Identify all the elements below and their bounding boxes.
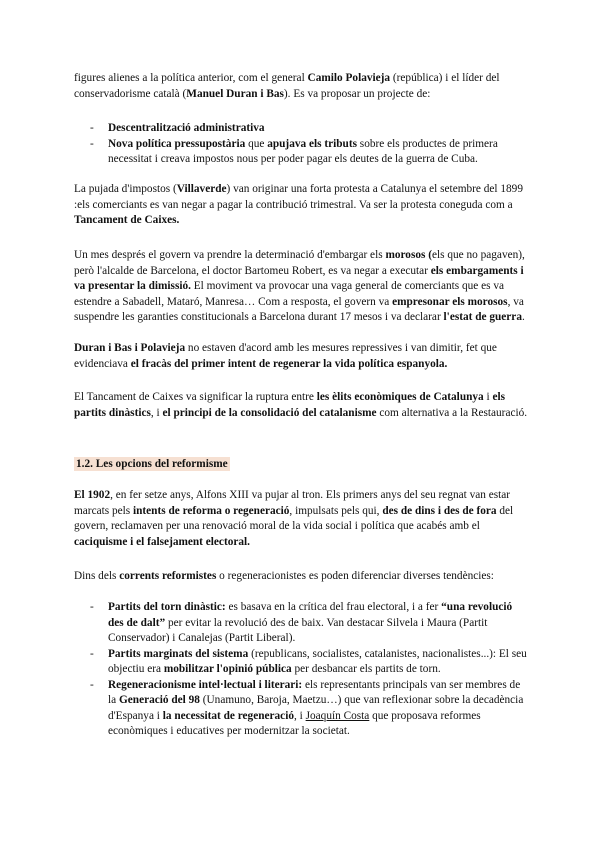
link-joaquin-costa[interactable]: Joaquín Costa [305, 709, 370, 722]
list-item: - Partits marginats del sistema (republicans, socialistes, catalanistes, nacionalistes...): El seu objectiu era mobilitzar l'opinió pública per desbancar els partits de torn. [74, 647, 530, 678]
list-item: - Descentralització administrativa [74, 121, 530, 137]
section-heading-text: 1.2. Les opcions del reformisme [76, 458, 228, 470]
name-duran-i-bas: Manuel Duran i Bas [186, 87, 284, 100]
tendencies-list [74, 600, 530, 740]
paragraph-morosos: Un mes després el govern va prendre la determinació d'embargar els morosos (els que no pagaven), però l'alcalde de Barcelona, el doctor Bartomeu Robert, es va negar a executar els embargaments i va presentar la dimissió. El moviment va provocar una vaga general de comerciants que es va estendre a Sabadell, Mataró, Manresa… Com a resposta, el govern va empresonar els morosos, va suspendre les garanties constitucionals a Barcelona durant 17 mesos i va declarar l'estat de guerra. [74, 249, 525, 323]
list-item: - Partits del torn dinàstic: es basava en la crítica del frau electoral, i a fer “una revolució des de dalt” per evitar la revolució des de baix. Van destacar Silvela i Maura (Partit Conservador) i Canalejas (Partit Liberal). [74, 600, 530, 647]
paragraph-intro: figures alienes a la política anterior, com el general Camilo Polavieja (república) i el líder del conservadorisme català (Manuel Duran i Bas). Es va proposar un projecte de: [74, 72, 500, 100]
name-polavieja: Camilo Polavieja [307, 72, 391, 84]
paragraph-1902: El 1902, en fer setze anys, Alfons XIII va pujar al tron. Els primers anys del seu regnat van estar marcats pels intents de reforma o regeneració, impulsats pels qui, des de dins i des de fora del govern, reclamaven per una renovació moral de la vida social i política que acabés amb el caciquisme i el falsejament electoral. [74, 489, 514, 548]
section-heading [74, 457, 530, 473]
paragraph-impostos: La pujada d'impostos (Villaverde) van originar una forta protesta a Catalunya el setembre del 1899 :els comerciants es van negar a pagar la contribució trimestral. Va ser la protesta coneguda com a Tancament de Caixes. [74, 183, 523, 226]
list-item: - Nova política pressupostària que apujava els tributs sobre els productes de primera necessitat i creava impostos nous per poder pagar els deutes de la guerra de Cuba. [74, 137, 530, 168]
paragraph-dimissio: Duran i Bas i Polavieja no estaven d'acord amb les mesures repressives i van dimitir, fet que evidenciava el fracàs del primer intent de regenerar la vida política espanyola. [74, 342, 497, 370]
paragraph-ruptura: El Tancament de Caixes va significar la ruptura entre les èlits econòmiques de Catalunya i els partits dinàstics, i el principi de la consolidació del catalanisme com alternativa a la Restauració. [74, 391, 528, 419]
paragraph-corrents: Dins dels corrents reformistes o regeneracionistes es poden diferenciar diverses tendències: [74, 570, 494, 582]
project-list [74, 121, 530, 168]
list-item: - Regeneracionisme intel·lectual i literari: els representants principals van ser membres de la Generació del 98 (Unamuno, Baroja, Maetzu…) que van reflexionar sobre la decadència d'Espanya i la necessitat de regeneració, i Joaquín Costa que proposava reformes econòmiques i educatives per modernitzar la societat. [74, 678, 530, 740]
